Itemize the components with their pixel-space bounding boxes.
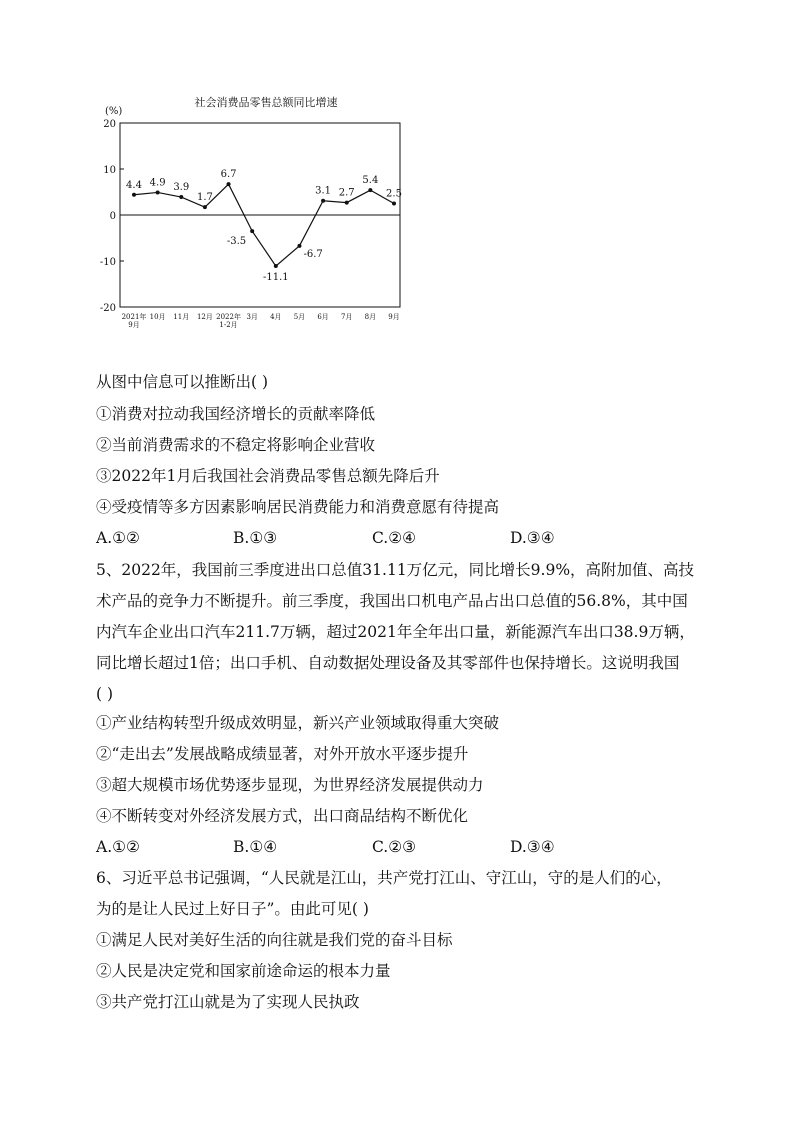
q4-options xyxy=(96,528,696,548)
data-point xyxy=(345,201,349,205)
data-point xyxy=(274,264,278,268)
x-tick-label: 10月 xyxy=(149,313,166,321)
q5-line-3: 内汽车企业出口汽车211.7万辆，超过2021年全年出口量，新能源汽车出口38.9万辆， xyxy=(96,623,695,641)
x-tick-label: 3月 xyxy=(246,313,258,321)
q4-option-b[interactable]: B.①③ xyxy=(233,529,278,547)
x-tick-label: 7月 xyxy=(340,313,353,321)
y-tick-label: -10 xyxy=(99,257,116,268)
q6-line-2: 为的是让人民过上好日子”。由此可见( ) xyxy=(96,900,369,918)
q4-option-c[interactable]: C.②④ xyxy=(372,529,417,547)
data-point xyxy=(132,193,136,197)
data-label: -6.7 xyxy=(303,248,323,260)
data-label: 5.4 xyxy=(362,175,379,187)
q5-option-b[interactable]: B.①④ xyxy=(233,838,278,856)
q4-option-d[interactable]: D.③④ xyxy=(510,529,555,547)
data-point xyxy=(392,202,396,206)
q5-line-4: 同比增长超过1倍；出口手机、自动数据处理设备及其零部件也保持增长。这说明我国 xyxy=(96,654,680,672)
data-label: 2.5 xyxy=(386,188,402,200)
data-point xyxy=(250,229,254,233)
q4-statement-2: ②当前消费需求的不稳定将影响企业营收 xyxy=(96,436,376,454)
q4-stem: 从图中信息可以推断出( ) xyxy=(96,373,269,391)
x-tick-label: 8月 xyxy=(364,313,377,321)
x-tick-label: 4月 xyxy=(270,313,282,321)
q4-statement-1: ①消费对拉动我国经济增长的贡献率降低 xyxy=(96,405,376,423)
data-label: 6.7 xyxy=(220,169,237,181)
y-tick-label: -20 xyxy=(99,303,116,314)
q5-line-5: ( ) xyxy=(96,685,114,703)
x-tick-label: 6月 xyxy=(317,313,329,321)
q6-statement-2: ②人民是决定党和国家前途命运的根本力量 xyxy=(96,962,391,980)
q5-statement-1: ①产业结构转型升级成效明显，新兴产业领域取得重大突破 xyxy=(96,714,500,732)
x-tick-label: 11月 xyxy=(173,313,190,321)
data-point xyxy=(321,199,325,203)
x-tick-label: 5月 xyxy=(293,313,306,321)
data-point xyxy=(156,190,160,194)
q5-option-a[interactable]: A.①② xyxy=(96,838,140,856)
x-tick-label: 2022年 1-2月 xyxy=(216,313,241,329)
line-chart xyxy=(88,88,418,338)
x-tick-label: 9月 xyxy=(388,313,400,321)
data-label: 1.7 xyxy=(196,192,213,204)
data-point xyxy=(179,195,183,199)
q4-statement-4: ④受疫情等多方因素影响居民消费能力和消费意愿有待提高 xyxy=(96,498,500,516)
data-label: 4.4 xyxy=(126,179,142,191)
data-label: 4.9 xyxy=(149,177,166,189)
q6-line-1: 6、习近平总书记强调，“人民就是江山，共产党打江山、守江山，守的是人们的心， xyxy=(96,869,672,887)
y-tick-label: 0 xyxy=(109,211,116,222)
q5-option-d[interactable]: D.③④ xyxy=(510,838,555,856)
q5-options xyxy=(96,837,696,857)
data-label: 2.7 xyxy=(338,187,355,199)
data-label: 3.9 xyxy=(173,182,190,194)
data-label: -11.1 xyxy=(262,272,289,284)
q6-statement-1: ①满足人民对美好生活的向往就是我们党的奋斗目标 xyxy=(96,931,453,949)
q5-statement-3: ③超大规模市场优势逐步显现，为世界经济发展提供动力 xyxy=(96,776,484,794)
q4-statement-3: ③2022年1月后我国社会消费品零售总额先降后升 xyxy=(96,467,440,485)
y-axis-label: (%) xyxy=(105,106,123,117)
x-tick-label: 2021年 9月 xyxy=(121,313,147,329)
q4-option-a[interactable]: A.①② xyxy=(96,529,140,547)
data-point xyxy=(227,182,231,186)
chart-title: 社会消费品零售总额同比增速 xyxy=(194,96,338,109)
data-point xyxy=(368,188,372,192)
q5-line-1: 5、2022年，我国前三季度进出口总值31.11万亿元，同比增长9.9%，高附加值、高技 xyxy=(96,561,695,579)
y-tick-label: 20 xyxy=(103,119,116,130)
q5-statement-4: ④不断转变对外经济发展方式，出口商品结构不断优化 xyxy=(96,807,469,825)
data-point xyxy=(203,205,207,209)
q5-line-2: 术产品的竞争力不断提升。前三季度，我国出口机电产品占出口总值的56.8%，其中国 xyxy=(96,592,688,610)
data-point xyxy=(297,244,301,248)
q5-option-c[interactable]: C.②③ xyxy=(372,838,417,856)
series-line xyxy=(134,184,394,266)
y-tick-label: 10 xyxy=(103,165,116,176)
x-tick-label: 12月 xyxy=(196,313,213,321)
data-label: 3.1 xyxy=(315,185,332,197)
data-label: -3.5 xyxy=(226,236,247,248)
q5-statement-2: ②“走出去”发展战略成绩显著，对外开放水平逐步提升 xyxy=(96,745,469,763)
q6-statement-3: ③共产党打江山就是为了实现人民执政 xyxy=(96,993,360,1011)
